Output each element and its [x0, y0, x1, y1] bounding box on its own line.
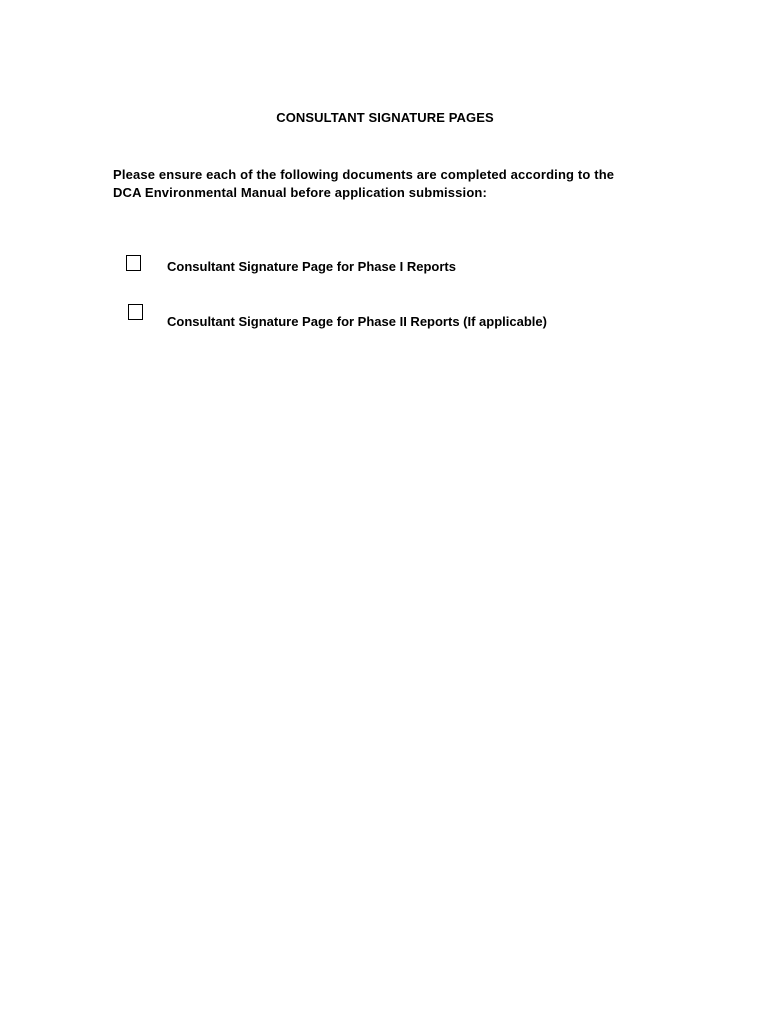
intro-line-1: Please ensure each of the following documents are completed according to the [113, 167, 615, 182]
phase-2-checkbox[interactable] [128, 304, 143, 320]
phase-1-checkbox[interactable] [126, 255, 141, 271]
phase-1-label: Consultant Signature Page for Phase I Reports [167, 259, 456, 274]
page-title: CONSULTANT SIGNATURE PAGES [276, 110, 494, 125]
phase-2-label: Consultant Signature Page for Phase II Reports (If applicable) [167, 314, 547, 329]
checklist-item-phase-2[interactable] [0, 304, 770, 334]
intro-line-2: DCA Environmental Manual before application submission: [113, 185, 487, 200]
intro-paragraph [113, 166, 673, 202]
checklist-item-phase-1[interactable] [0, 254, 770, 284]
